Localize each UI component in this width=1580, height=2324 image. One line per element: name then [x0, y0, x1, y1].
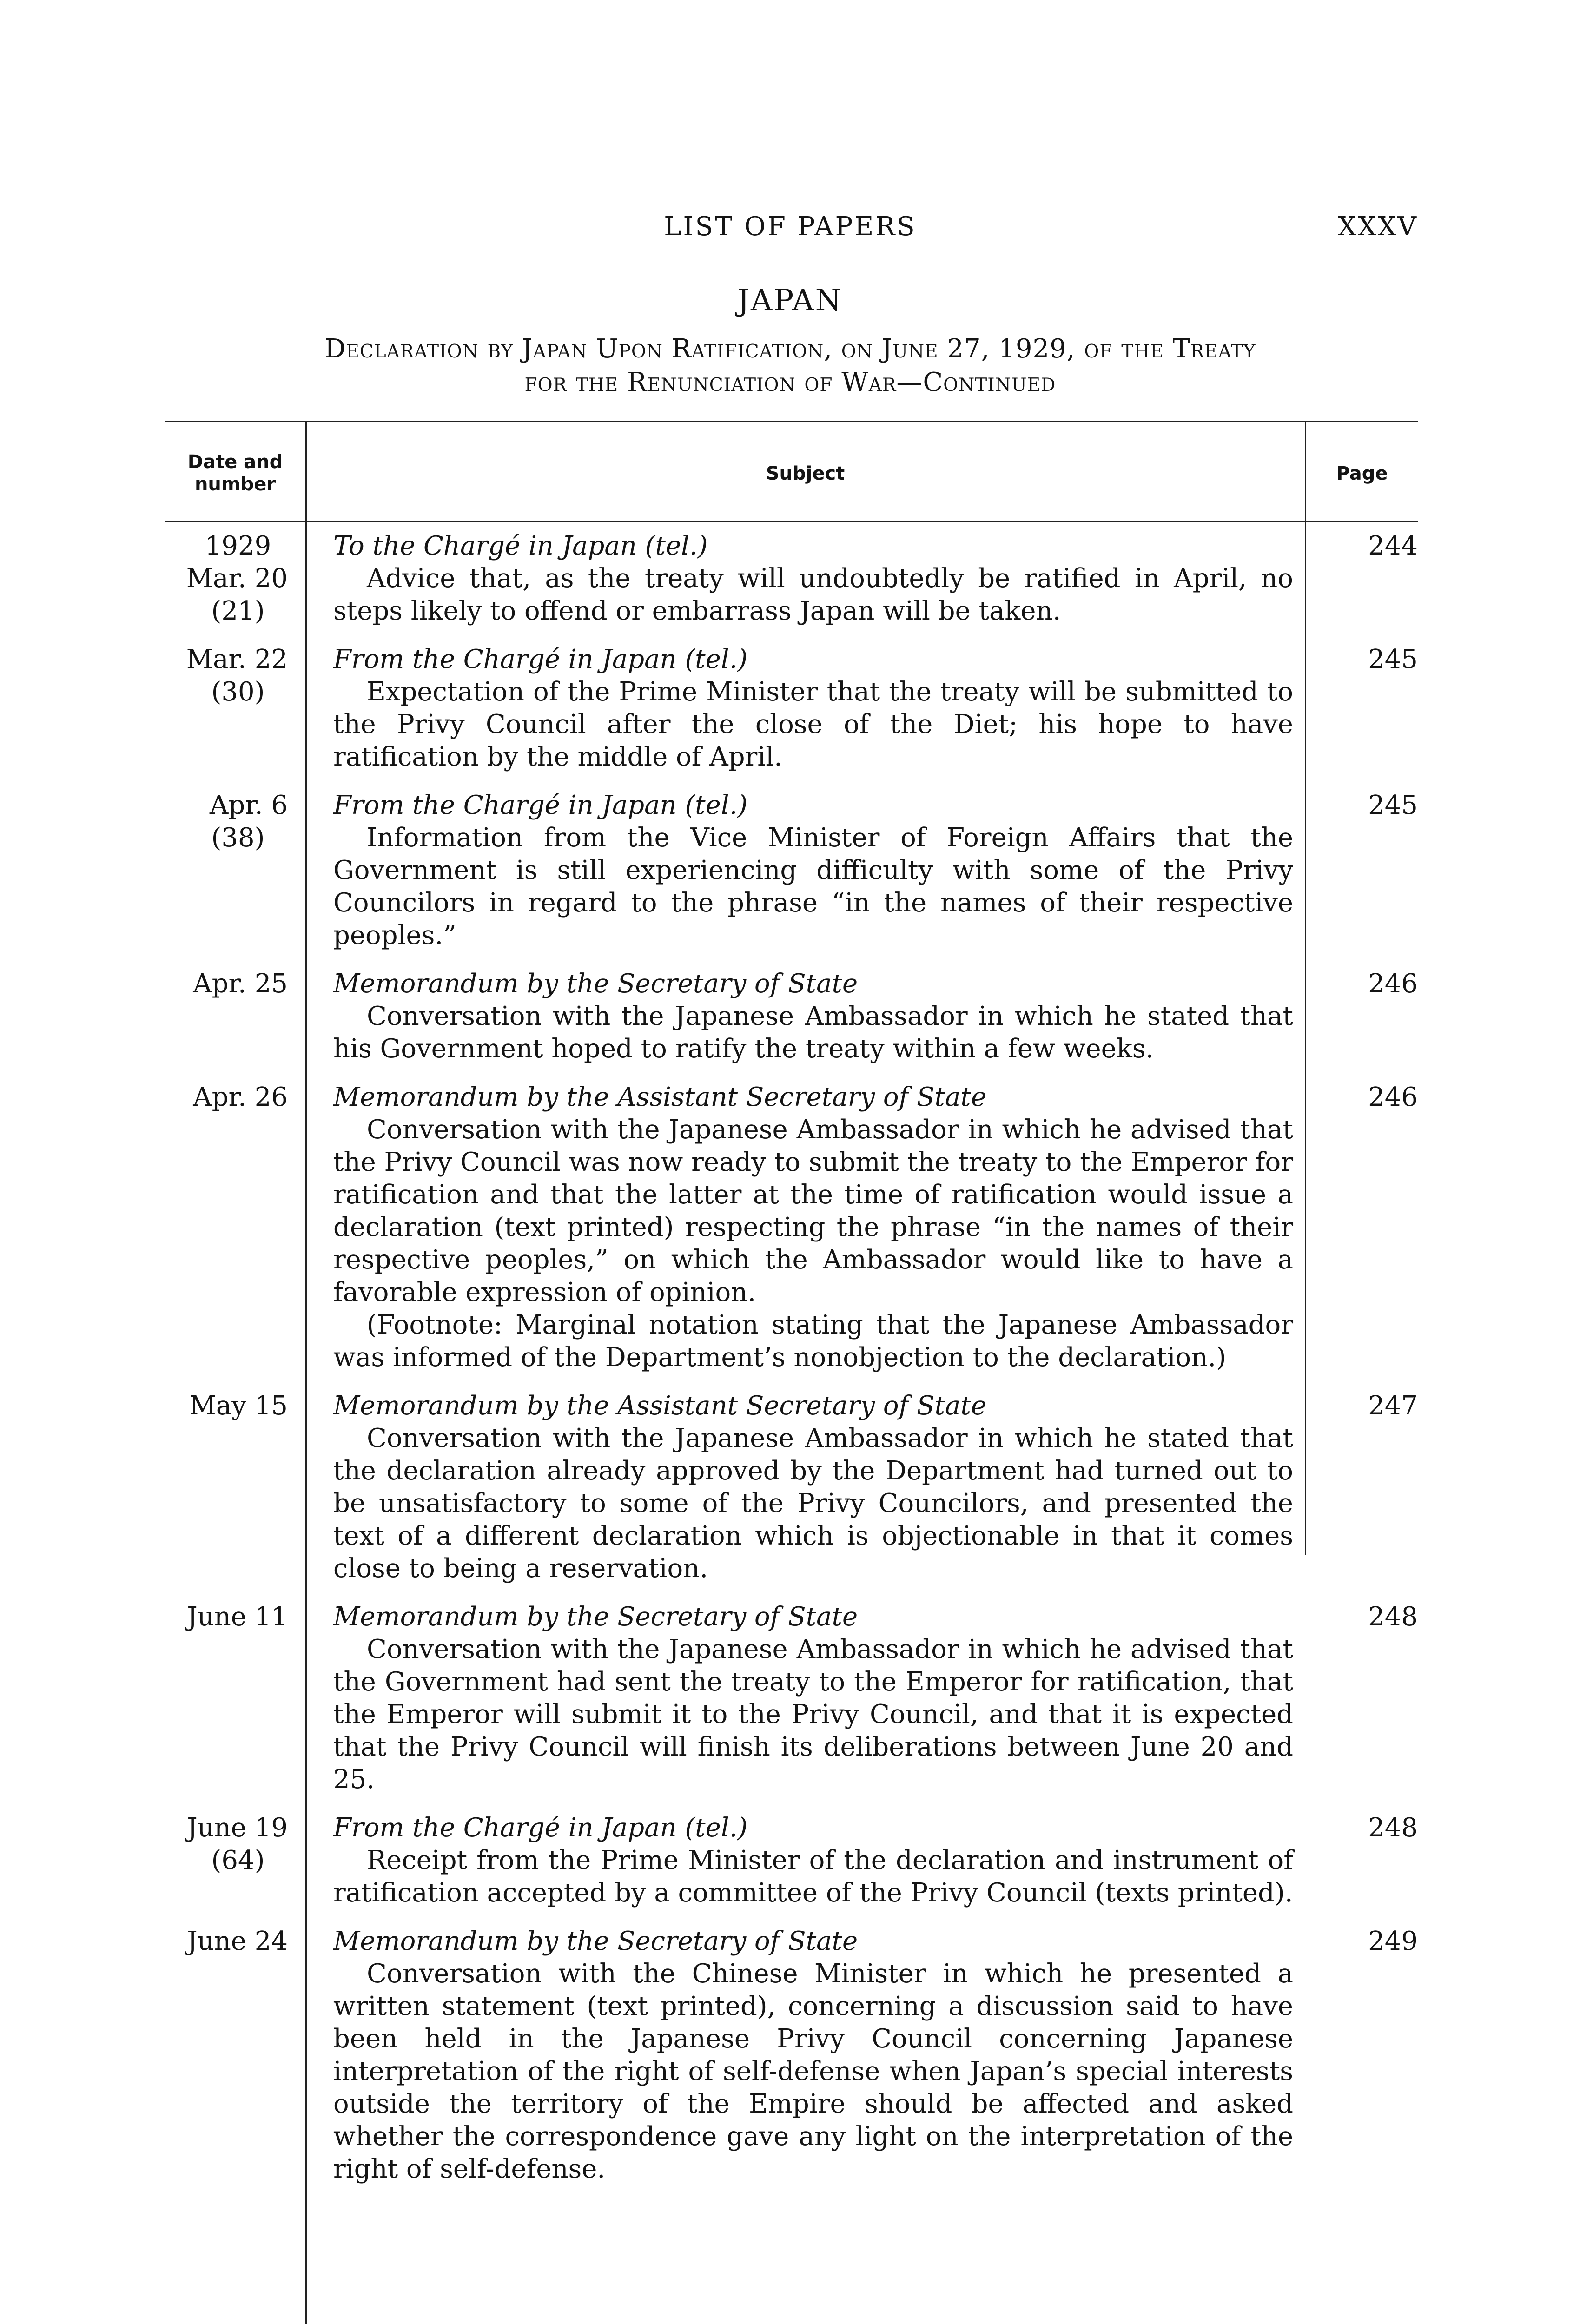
- table-row: [165, 1925, 1418, 2185]
- entry-date: Apr. 25: [193, 969, 288, 999]
- entry-date: June 11: [187, 1602, 288, 1632]
- entry-number: (21): [211, 596, 265, 626]
- entry-number: (38): [211, 823, 265, 853]
- subject-cell: [333, 789, 1293, 952]
- entry-date: June 19: [187, 1813, 288, 1843]
- running-head: [163, 211, 1418, 249]
- table-row: [165, 789, 1418, 952]
- date-cell: [165, 1390, 305, 1585]
- entry-number: (30): [211, 677, 265, 707]
- entry-body: Expectation of the Prime Minister that the treaty will be submitted to the Privy Council after the close of the Diet; his hope to have ratification by the middle of April.: [333, 677, 1293, 772]
- table-row: [165, 1812, 1418, 1909]
- subject-cell: [333, 968, 1293, 1065]
- table-row: [165, 1601, 1418, 1796]
- entry-heading: From the Chargé in Japan (tel.): [333, 1813, 748, 1843]
- page-cell: 245: [1368, 790, 1418, 820]
- entry-body: Advice that, as the treaty will undoubtedly be ratified in April, no steps likely to offend or embarrass Japan will be taken.: [333, 563, 1293, 626]
- entry-body: Information from the Vice Minister of Foreign Affairs that the Government is still experiencing difficulty with some of the Privy Councilors in regard to the phrase “in the names of their respective peoples.”: [333, 823, 1293, 951]
- entry-year: 1929: [205, 531, 271, 561]
- section-title-line-2: for the Renunciation of War—Continued: [524, 367, 1056, 397]
- column-header-subject: Subject: [766, 463, 845, 484]
- entry-body: Conversation with the Chinese Minister in which he presented a written statement (text printed), concerning a discussion said to have been held in the Japanese Privy Council concerning Japanese interpretation of the right of self-defense when Japan’s special interests outside the territory of the Empire should be affected and asked whether the correspondence gave any light on the interpretation of the right of self-defense.: [333, 1959, 1293, 2184]
- section-title: [163, 332, 1418, 399]
- entry-date: Apr. 6: [209, 790, 288, 820]
- entries-list: [165, 530, 1418, 2201]
- entry-heading: From the Chargé in Japan (tel.): [333, 644, 748, 674]
- date-cell: [165, 1812, 305, 1909]
- entry-body: Conversation with the Japanese Ambassador in which he advised that the Government had sent the treaty to the Emperor for ratification, that the Emperor will submit it to the Privy Council, and that it is expected that the Privy Council will finish its deliberations between June 20 and 25.: [333, 1634, 1293, 1795]
- page-cell: 245: [1368, 644, 1418, 674]
- subject-cell: [333, 1601, 1293, 1796]
- entry-heading: To the Chargé in Japan (tel.): [333, 531, 708, 561]
- entry-body: Receipt from the Prime Minister of the declaration and instrument of ratification accepted by a committee of the Privy Council (texts printed).: [333, 1845, 1293, 1908]
- table-top-rule: [165, 421, 1418, 422]
- entry-heading: From the Chargé in Japan (tel.): [333, 790, 748, 820]
- table-row: [165, 1081, 1418, 1374]
- date-cell: [165, 1925, 305, 2185]
- entry-date: Mar. 22: [186, 644, 288, 674]
- entry-heading: Memorandum by the Secretary of State: [333, 1926, 858, 1956]
- running-title: LIST OF PAPERS: [664, 211, 917, 242]
- entry-body: Conversation with the Japanese Ambassador in which he advised that the Privy Council was now ready to submit the treaty to the Emperor for ratification and that the latter at the time of ratification would issue a declaration (text printed) respecting the phrase “in the names of their respective peoples,” on which the Ambassador would like to have a favorable expression of opinion.: [333, 1115, 1293, 1307]
- table-row: [165, 643, 1418, 773]
- entry-body: Conversation with the Japanese Ambassador in which he stated that the declaration already approved by the Department had turned out to be unsatisfactory to some of the Privy Councilors, and presented the text of a different declaration which is objectionable in that it comes close to being a reservation.: [333, 1423, 1293, 1584]
- entry-footnote: (Footnote: Marginal notation stating that the Japanese Ambassador was informed of the Department’s nonobjection to the declaration.): [333, 1310, 1293, 1373]
- date-cell: [165, 968, 305, 1065]
- subject-cell: [333, 1925, 1293, 2185]
- table-row: [165, 1390, 1418, 1585]
- page-cell: 248: [1368, 1602, 1418, 1632]
- date-cell: [165, 789, 305, 952]
- date-cell: [165, 1081, 305, 1374]
- column-header-date: Date and number: [187, 451, 283, 495]
- page-number: XXXV: [1337, 211, 1418, 242]
- subject-cell: [333, 1812, 1293, 1909]
- table-row: [165, 968, 1418, 1065]
- subject-cell: [333, 643, 1293, 773]
- country-heading: JAPAN: [737, 284, 843, 318]
- page-cell: 247: [1368, 1391, 1418, 1421]
- entry-heading: Memorandum by the Secretary of State: [333, 1602, 858, 1632]
- entry-heading: Memorandum by the Secretary of State: [333, 969, 858, 999]
- date-cell: [165, 1601, 305, 1796]
- entry-date: Mar. 20: [186, 563, 288, 594]
- page-cell: 249: [1368, 1926, 1418, 1956]
- table-row: [165, 530, 1418, 627]
- entry-number: (64): [211, 1845, 265, 1875]
- subject-cell: [333, 530, 1293, 627]
- column-header-page: Page: [1336, 463, 1388, 484]
- page-cell: 244: [1368, 531, 1418, 561]
- page-cell: 246: [1368, 969, 1418, 999]
- section-title-line-1: Declaration by Japan Upon Ratification, on June 27, 1929, of the Treaty: [324, 334, 1256, 364]
- entry-date: May 15: [189, 1391, 288, 1421]
- entry-heading: Memorandum by the Assistant Secretary of State: [333, 1391, 986, 1421]
- date-cell: [165, 643, 305, 773]
- entry-date: Apr. 26: [193, 1082, 288, 1112]
- subject-cell: [333, 1081, 1293, 1374]
- page-cell: 246: [1368, 1082, 1418, 1112]
- entry-body: Conversation with the Japanese Ambassador in which he stated that his Government hoped to ratify the treaty within a few weeks.: [333, 1001, 1293, 1064]
- subject-cell: [333, 1390, 1293, 1585]
- entry-heading: Memorandum by the Assistant Secretary of State: [333, 1082, 986, 1112]
- entry-date: June 24: [187, 1926, 288, 1956]
- table-header-rule: [165, 521, 1418, 522]
- date-cell: [165, 530, 305, 627]
- page-cell: 248: [1368, 1813, 1418, 1843]
